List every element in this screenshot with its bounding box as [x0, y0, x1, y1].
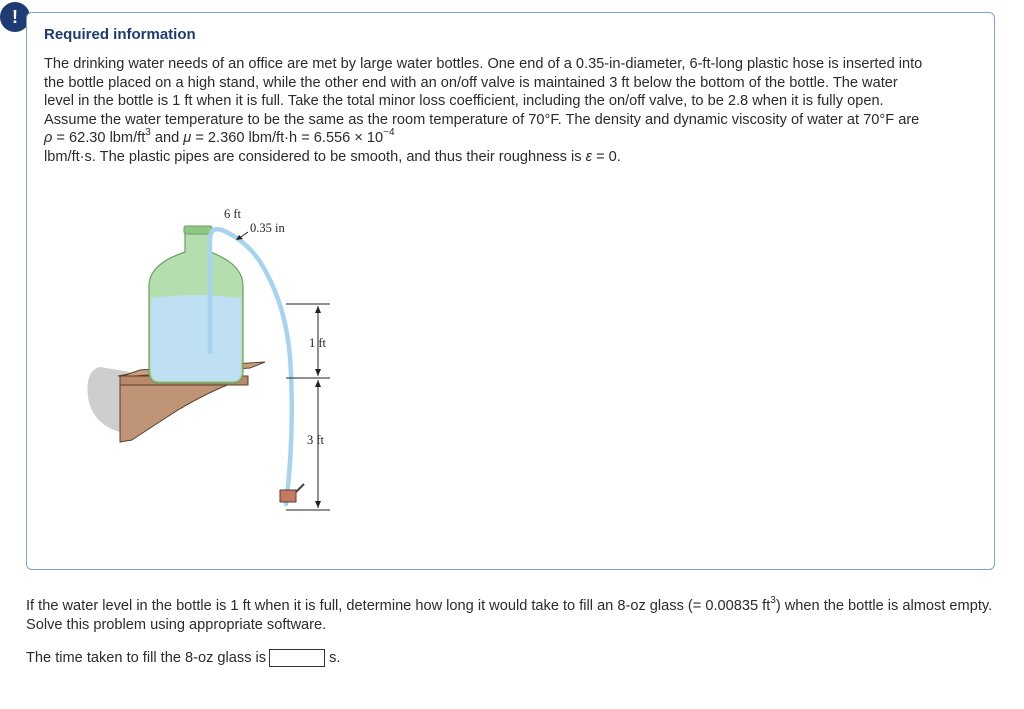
dim-1ft-head-top — [315, 306, 321, 313]
valve-handle — [296, 484, 304, 492]
rho-symbol: ρ — [44, 130, 53, 146]
bottle-water — [151, 295, 241, 381]
statement-text-2: lbm/ft·s. The plastic pipes are considered to be smooth, and thus their roughness is — [44, 148, 586, 165]
bottle-cap — [184, 226, 212, 234]
problem-statement — [44, 55, 924, 166]
dim-1ft-head-bottom — [315, 369, 321, 376]
statement-text-1: The drinking water needs of an office are met by large water bottles. One end of a 0.35-in-diameter, 6-ft-long plastic hose is inserted into the bottle placed on a high stand, while the other end with an on/off valve is maintained 3 ft below the bottom of the bottle. The water level in the bottle is 1 ft when it is full. Take the total minor loss coefficient, including the on/off valve, to be 2.8 when it is fully open. Assume the water temperature to be the same as the room temperature of 70°F. The density and dynamic viscosity of water at 70°F are — [44, 56, 923, 128]
question-exponent: 3 — [770, 595, 776, 606]
valve-body — [280, 490, 296, 502]
dim-3ft-head-bottom — [315, 501, 321, 508]
answer-label: The time taken to fill the 8-oz glass is — [26, 650, 267, 666]
question-text — [26, 597, 1001, 634]
mu-value: = 2.360 lbm/ft·h = 6.556 × 10 — [191, 130, 384, 146]
label-diameter: 0.35 in — [250, 221, 285, 235]
mu-exponent: −4 — [383, 127, 395, 138]
epsilon-value: = 0. — [592, 148, 621, 165]
rho-exponent: 3 — [145, 127, 151, 138]
question-text-2: ) when the bottle is almost empty. Solve this problem using appropriate software. — [26, 598, 993, 633]
mu-symbol: μ — [183, 130, 192, 146]
label-drop: 3 ft — [307, 433, 325, 447]
and-text: and — [150, 130, 184, 146]
info-title: Required information — [44, 26, 196, 43]
label-length: 6 ft — [224, 207, 242, 221]
epsilon-symbol: ε — [585, 148, 593, 165]
answer-input[interactable] — [269, 649, 325, 667]
alert-icon: ! — [0, 2, 30, 32]
rho-value: = 62.30 lbm/ft — [52, 130, 146, 146]
bottle-diagram — [60, 192, 360, 522]
question-text-1: If the water level in the bottle is 1 ft when it is full, determine how long it would take to fill an 8-oz glass (= 0.00835 ft — [26, 598, 771, 614]
stand-bracket — [120, 382, 235, 442]
label-level: 1 ft — [309, 336, 327, 350]
answer-row — [26, 649, 340, 667]
bottle-figure — [60, 192, 360, 522]
answer-unit: s. — [329, 650, 341, 666]
dim-3ft-head-top — [315, 380, 321, 387]
